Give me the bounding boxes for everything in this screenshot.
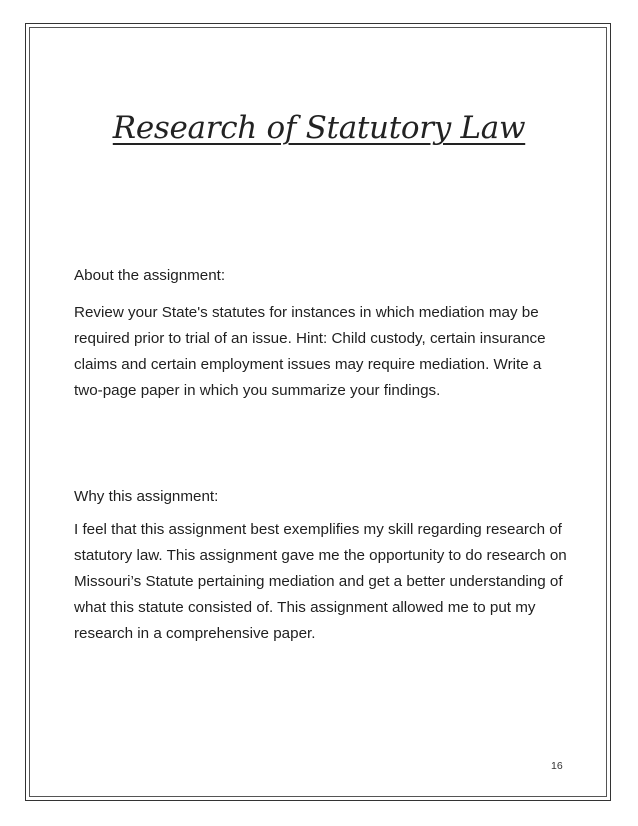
page-title-text: Research of Statutory Law [112, 110, 526, 146]
why-assignment-label: Why this assignment: [74, 488, 219, 505]
page-number: 16 [551, 760, 563, 772]
why-assignment-paragraph: I feel that this assignment best exemplifies my skill regarding research of statutory law. This assignment gave me the opportunity to do research on Missouri’s Statute pertaining mediation and get a better understanding of what this statute consisted of. This assignment allowed me to put my research in a comprehensive paper. [74, 521, 567, 642]
why-assignment-body [74, 517, 574, 647]
about-assignment-label: About the assignment: [74, 267, 226, 284]
page-title [0, 110, 638, 146]
about-assignment-body [74, 300, 574, 404]
about-assignment-paragraph: Review your State's statutes for instances in which mediation may be required prior to trial of an issue. Hint: Child custody, certain insurance claims and certain employment issues may require mediation. Write a two-page paper in which you summarize your findings. [74, 304, 546, 399]
about-assignment-heading [74, 263, 574, 289]
why-assignment-heading [74, 484, 574, 510]
